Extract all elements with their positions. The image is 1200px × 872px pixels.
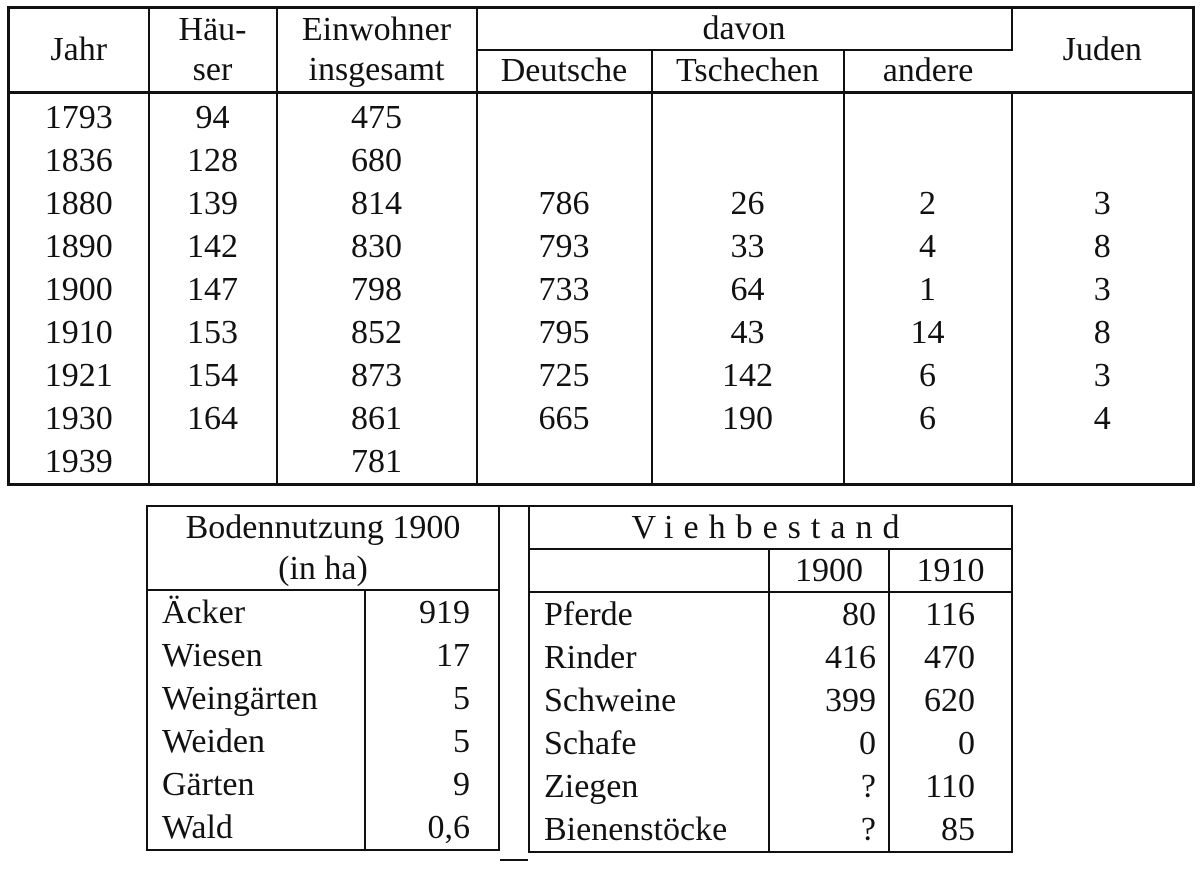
table-row [147, 806, 499, 850]
cell-andere: 1 [844, 268, 1012, 311]
table-separator [500, 505, 528, 861]
table-row [529, 636, 1012, 679]
cell-andere: 2 [844, 182, 1012, 225]
header-einwohner [277, 8, 477, 93]
header-davon: davon [477, 8, 1012, 51]
land-use-name: Gärten [147, 763, 365, 806]
cell-tschechen: 142 [652, 354, 844, 397]
cell-tschechen [652, 93, 844, 140]
table-row [529, 592, 1012, 636]
cell-einwohner: 852 [277, 311, 477, 354]
header-haeuser-line1: Häu- [178, 11, 247, 48]
cell-jahr: 1910 [9, 311, 149, 354]
cell-jahr: 1900 [9, 268, 149, 311]
cell-haeuser: 147 [149, 268, 277, 311]
cell-haeuser: 142 [149, 225, 277, 268]
cell-jahr: 1880 [9, 182, 149, 225]
table-row [147, 677, 499, 720]
land-use-name: Wiesen [147, 634, 365, 677]
cell-andere: 6 [844, 354, 1012, 397]
cell-jahr: 1939 [9, 440, 149, 485]
table-row [9, 354, 1194, 397]
livestock-name: Ziegen [529, 765, 769, 808]
header-tschechen: Tschechen [652, 50, 844, 93]
cell-tschechen: 190 [652, 397, 844, 440]
cell-haeuser: 164 [149, 397, 277, 440]
land-use-name: Weingärten [147, 677, 365, 720]
livestock-name: Rinder [529, 636, 769, 679]
cell-jahr: 1921 [9, 354, 149, 397]
viehbestand-header-1910: 1910 [889, 549, 1012, 592]
cell-juden: 4 [1093, 400, 1111, 437]
cell-deutsche: 665 [477, 397, 652, 440]
table-row [9, 139, 1194, 182]
cell-einwohner: 781 [277, 440, 477, 485]
cell-deutsche: 725 [477, 354, 652, 397]
bodennutzung-table [146, 505, 500, 851]
cell-juden: 3 [1093, 185, 1111, 222]
table-row [147, 763, 499, 806]
cell-juden: 8 [1093, 228, 1111, 265]
header-deutsche: Deutsche [477, 50, 652, 93]
livestock-1900: 416 [769, 636, 889, 679]
livestock-1900: 80 [769, 592, 889, 636]
livestock-1900: ? [769, 765, 889, 808]
cell-haeuser [149, 440, 277, 485]
cell-andere: 14 [844, 311, 1012, 354]
table-row [9, 182, 1194, 225]
livestock-1910: 116 [925, 596, 975, 633]
cell-juden [1012, 440, 1194, 485]
cell-jahr: 1836 [9, 139, 149, 182]
cell-jahr: 1793 [9, 93, 149, 140]
livestock-1900: ? [769, 808, 889, 852]
cell-einwohner: 814 [277, 182, 477, 225]
land-use-value: 919 [419, 594, 470, 631]
table-row [147, 720, 499, 763]
cell-tschechen: 26 [652, 182, 844, 225]
land-use-name: Wald [147, 806, 365, 850]
header-juden: Juden [1012, 8, 1194, 93]
cell-juden: 3 [1093, 357, 1111, 394]
land-use-value: 5 [453, 723, 470, 760]
table-row [147, 634, 499, 677]
header-jahr: Jahr [9, 8, 149, 93]
table-row [529, 765, 1012, 808]
cell-deutsche: 793 [477, 225, 652, 268]
viehbestand-header-blank [529, 549, 769, 592]
bodennutzung-body [147, 590, 499, 850]
cell-deutsche: 795 [477, 311, 652, 354]
land-use-value: 17 [436, 637, 470, 674]
cell-einwohner: 798 [277, 268, 477, 311]
land-use-value: 0,6 [427, 809, 470, 846]
livestock-name: Schweine [529, 679, 769, 722]
cell-andere [844, 440, 1012, 485]
land-use-name: Weiden [147, 720, 365, 763]
cell-andere: 6 [844, 397, 1012, 440]
bodennutzung-title: Bodennutzung 1900 [185, 509, 461, 546]
cell-einwohner: 873 [277, 354, 477, 397]
cell-deutsche [477, 440, 652, 485]
land-use-value: 5 [453, 680, 470, 717]
header-haeuser [149, 8, 277, 93]
cell-deutsche [477, 139, 652, 182]
cell-tschechen: 33 [652, 225, 844, 268]
livestock-1910: 0 [958, 725, 975, 762]
cell-andere: 4 [844, 225, 1012, 268]
cell-haeuser: 154 [149, 354, 277, 397]
cell-haeuser: 94 [149, 93, 277, 140]
cell-andere [844, 93, 1012, 140]
cell-jahr: 1890 [9, 225, 149, 268]
table-row [147, 590, 499, 634]
table-row [529, 808, 1012, 852]
table-row [9, 440, 1194, 485]
viehbestand-title: Viehbestand [529, 506, 1012, 549]
cell-jahr: 1930 [9, 397, 149, 440]
population-table-body [9, 93, 1194, 485]
livestock-1910: 620 [924, 682, 975, 719]
livestock-1900: 0 [769, 722, 889, 765]
viehbestand-table [528, 505, 1013, 853]
bodennutzung-unit: (in ha) [147, 548, 499, 590]
cell-einwohner: 680 [277, 139, 477, 182]
cell-andere [844, 139, 1012, 182]
cell-haeuser: 139 [149, 182, 277, 225]
livestock-1910: 85 [941, 811, 975, 848]
cell-juden [1012, 139, 1194, 182]
cell-deutsche: 733 [477, 268, 652, 311]
table-row [9, 397, 1194, 440]
header-haeuser-line2: ser [192, 51, 233, 88]
header-einwohner-line2: insgesamt [308, 51, 445, 88]
viehbestand-body [529, 592, 1012, 852]
cell-juden: 3 [1093, 271, 1111, 308]
cell-haeuser: 153 [149, 311, 277, 354]
cell-tschechen: 43 [652, 311, 844, 354]
table-row [529, 679, 1012, 722]
table-row [9, 93, 1194, 140]
cell-einwohner: 830 [277, 225, 477, 268]
cell-juden [1012, 93, 1194, 140]
cell-deutsche [477, 93, 652, 140]
table-row [9, 311, 1194, 354]
cell-haeuser: 128 [149, 139, 277, 182]
livestock-1900: 399 [769, 679, 889, 722]
livestock-name: Schafe [529, 722, 769, 765]
livestock-name: Pferde [529, 592, 769, 636]
cell-deutsche: 786 [477, 182, 652, 225]
cell-einwohner: 861 [277, 397, 477, 440]
table-row [9, 268, 1194, 311]
cell-tschechen: 64 [652, 268, 844, 311]
cell-juden: 8 [1093, 314, 1111, 351]
table-row [9, 225, 1194, 268]
livestock-1910: 470 [924, 639, 975, 676]
header-andere: andere [844, 50, 1012, 93]
viehbestand-header-1900: 1900 [769, 549, 889, 592]
header-einwohner-line1: Einwohner [301, 11, 452, 48]
cell-tschechen [652, 139, 844, 182]
livestock-name: Bienenstöcke [529, 808, 769, 852]
cell-einwohner: 475 [277, 93, 477, 140]
livestock-1910: 110 [925, 768, 975, 805]
land-use-name: Äcker [147, 590, 365, 634]
cell-tschechen [652, 440, 844, 485]
population-table [7, 6, 1195, 486]
table-row [529, 722, 1012, 765]
land-use-value: 9 [453, 766, 470, 803]
